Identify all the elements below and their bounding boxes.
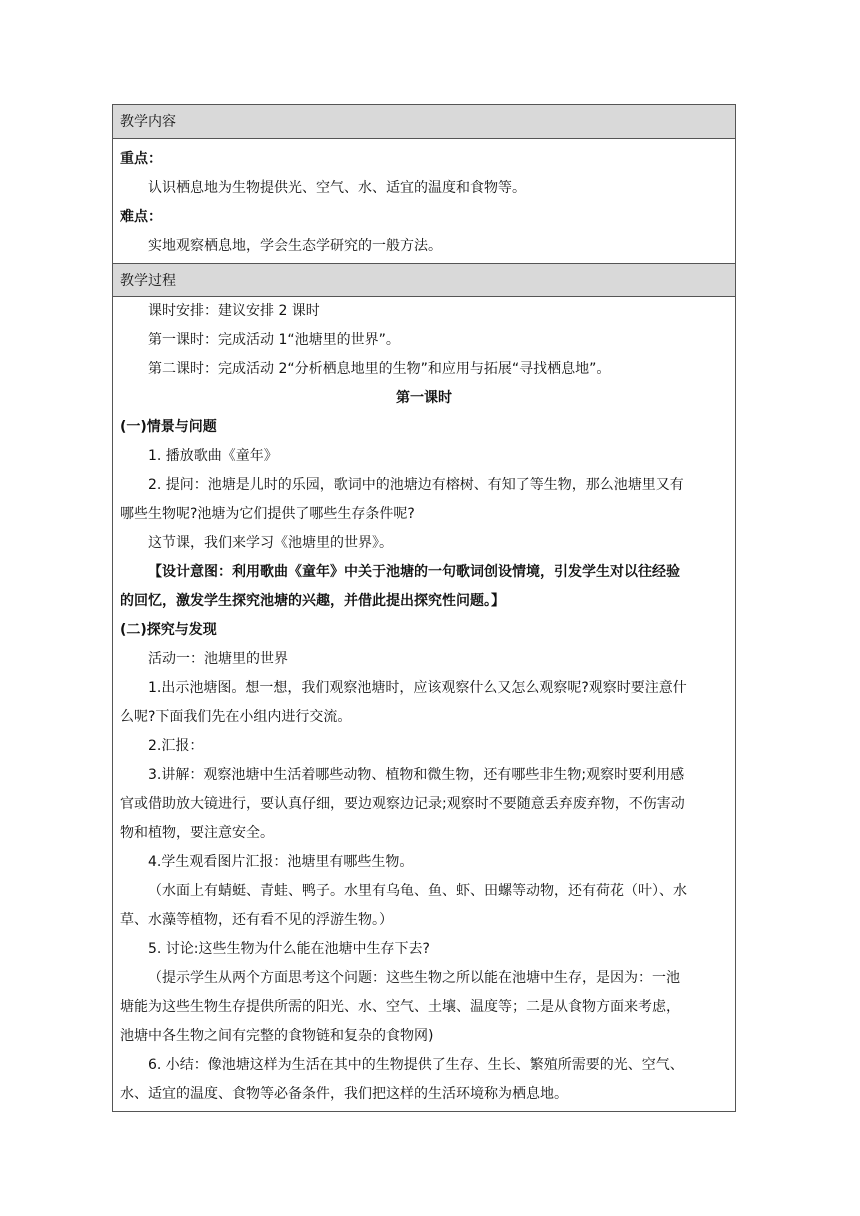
step5-note-line2: 塘能为这些生物生存提供所需的阳光、水、空气、土壤、温度等；二是从食物方面来考虑， xyxy=(120,999,680,1015)
step4: 4.学生观看图片汇报：池塘里有哪些生物。 xyxy=(148,854,414,870)
activity-title: 活动一：池塘里的世界 xyxy=(148,651,288,667)
step1-line2: 么呢?下面我们先在小组内进行交流。 xyxy=(120,709,352,725)
step1-line1: 1.出示池塘图。想一想，我们观察池塘时，应该观察什么又怎么观察呢?观察时要注意什 xyxy=(148,680,687,696)
schedule-text: 课时安排：建议安排 2 课时 xyxy=(148,303,320,319)
content-section xyxy=(113,139,735,263)
design-intent-line2: 的回忆，激发学生探究池塘的兴趣，并借此提出探究性问题。】 xyxy=(120,593,505,609)
step4-note-line2: 草、水藻等植物，还有看不见的浮游生物。） xyxy=(120,912,393,928)
step3-line2: 官或借助放大镜进行，要认真仔细，要边观察边记录;观察时不要随意丢弃废弃物，不伤害动 xyxy=(120,796,685,812)
step5-note-line1: （提示学生从两个方面思考这个问题：这些生物之所以能在池塘中生存，是因为：一池 xyxy=(148,970,680,986)
step3-line1: 3.讲解：观察池塘中生活着哪些动物、植物和微生物，还有哪些非生物;观察时要利用感 xyxy=(148,767,685,783)
part1-item1: 1. 播放歌曲《童年》 xyxy=(148,448,278,464)
step5: 5. 讨论:这些生物为什么能在池塘中生存下去? xyxy=(148,941,430,957)
step4-note-line1: （水面上有蜻蜓、青蛙、鸭子。水里有乌龟、鱼、虾、田螺等动物，还有荷花（叶）、水 xyxy=(148,883,687,899)
part2-heading: (二)探究与发现 xyxy=(120,622,217,638)
part1-item2-line2: 哪些生物呢?池塘为它们提供了哪些生存条件呢? xyxy=(120,506,415,522)
lesson-subtitle: 第一课时 xyxy=(396,390,452,406)
lesson1-text: 第一课时：完成活动 1“池塘里的世界”。 xyxy=(148,332,400,348)
step3-line3: 物和植物，要注意安全。 xyxy=(120,825,274,841)
key-point-label: 重点： xyxy=(120,151,162,167)
part1-item2-line1: 2. 提问：池塘是儿时的乐园，歌词中的池塘边有榕树、有知了等生物，那么池塘里又有 xyxy=(148,477,684,493)
step6-line2: 水、适宜的温度、食物等必备条件，我们把这样的生活环境称为栖息地。 xyxy=(120,1086,568,1102)
section-header-content: 教学内容 xyxy=(113,105,735,139)
difficulty-text: 实地观察栖息地，学会生态学研究的一般方法。 xyxy=(148,238,442,254)
step6-line1: 6. 小结：像池塘这样为生活在其中的生物提供了生存、生长、繁殖所需要的光、空气、 xyxy=(148,1057,684,1073)
key-point-text: 认识栖息地为生物提供光、空气、水、适宜的温度和食物等。 xyxy=(148,180,526,196)
process-section xyxy=(113,297,735,1111)
lesson2-text: 第二课时：完成活动 2“分析栖息地里的生物”和应用与拓展“寻找栖息地”。 xyxy=(148,361,611,377)
step5-note-line3: 池塘中各生物之间有完整的食物链和复杂的食物网) xyxy=(120,1028,434,1044)
lesson-plan-table xyxy=(112,104,736,1112)
part1-heading: (一)情景与问题 xyxy=(120,419,217,435)
design-intent-line1: 【设计意图：利用歌曲《童年》中关于池塘的一句歌词创设情境，引发学生对以往经验 xyxy=(148,564,680,580)
part1-intro: 这节课，我们来学习《池塘里的世界》。 xyxy=(148,535,393,551)
step2: 2.汇报： xyxy=(148,738,204,754)
difficulty-label: 难点： xyxy=(120,209,162,225)
section-header-process: 教学过程 xyxy=(113,263,735,297)
